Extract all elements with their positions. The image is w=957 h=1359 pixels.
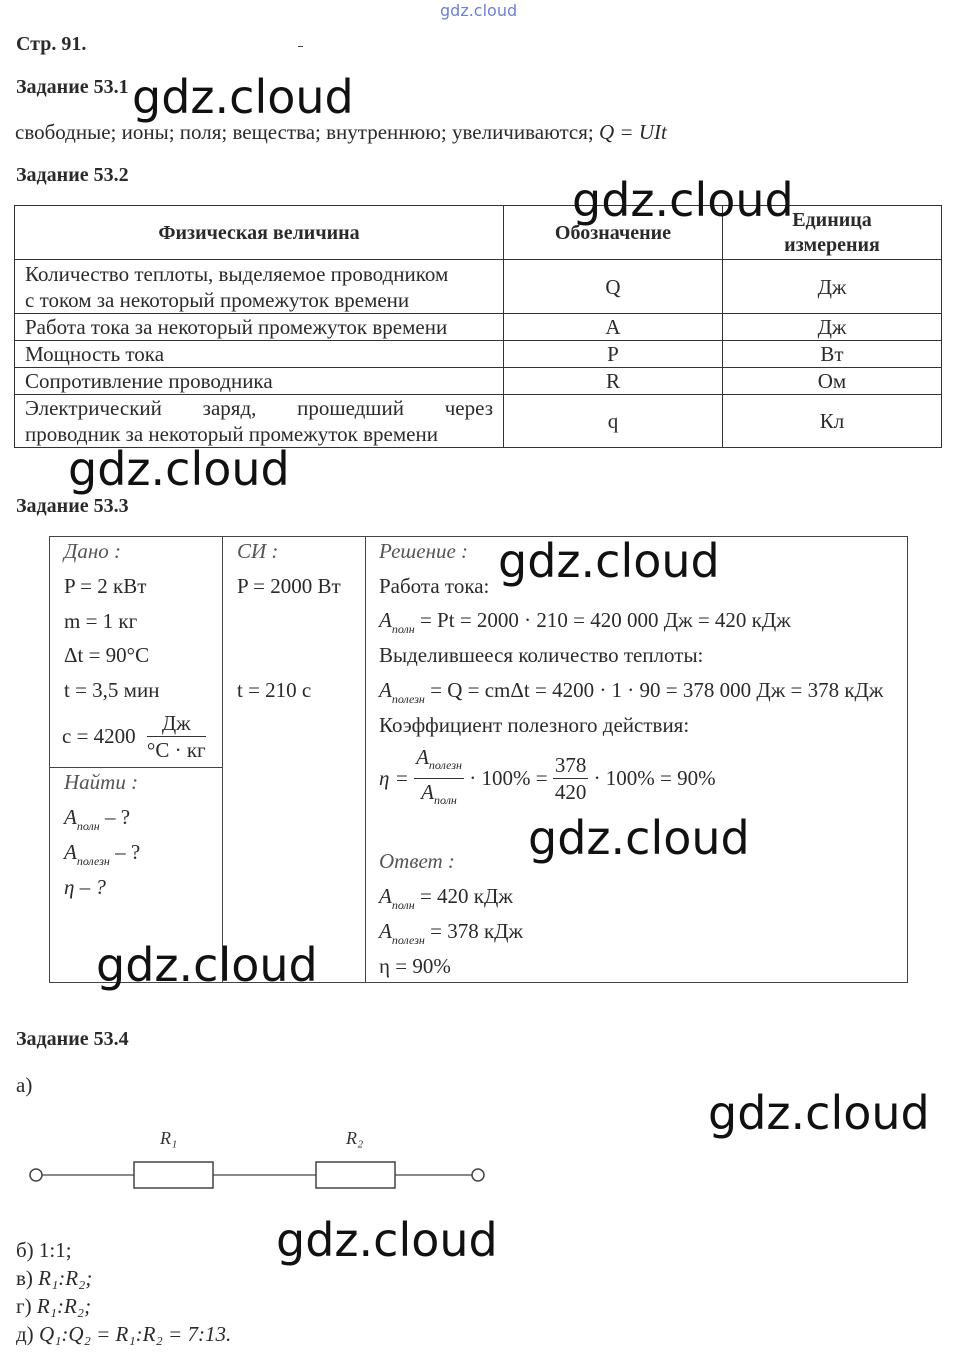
efficiency-formula <box>379 744 716 813</box>
solution-step2-rest: = Pt = 2000 · 210 = 420 000 Дж = 420 кДж <box>419 608 791 632</box>
answer-eta: η = 90% <box>379 954 451 978</box>
si-time: t = 210 с <box>237 678 312 702</box>
header-quantity: Физическая величина <box>15 206 504 260</box>
given-dt: Δt = 90°C <box>64 643 150 667</box>
frac2-num: 378 <box>554 753 587 777</box>
task4-v-label: в) <box>16 1266 33 1290</box>
table-row <box>15 341 942 368</box>
divider-given-si <box>222 536 223 982</box>
task4-b: б) 1:1; <box>16 1238 72 1262</box>
quantities-table <box>14 205 942 448</box>
table-row <box>15 260 942 314</box>
task4-d <box>16 1322 231 1347</box>
a-sub: полезн <box>391 692 425 706</box>
row-unit: Дж <box>723 314 942 341</box>
watermark: gdz.cloud <box>708 1086 930 1140</box>
solution-step2 <box>379 608 791 637</box>
page-label: Стр. 91. <box>16 33 87 55</box>
watermark: gdz.cloud <box>572 173 794 227</box>
solution-step1: Работа тока: <box>379 574 490 598</box>
row-quantity-line2: с током за некоторый промежуток времени <box>25 287 410 312</box>
task4-g <box>16 1294 91 1319</box>
solution-step3: Выделившееся количество теплоты: <box>379 643 704 667</box>
task1-title: Задание 53.1 <box>16 76 129 98</box>
row-unit: Ом <box>723 368 942 395</box>
a-sub: полн <box>391 622 415 636</box>
circuit-diagram <box>20 1120 500 1200</box>
header-symbol: Обозначение <box>504 206 723 260</box>
find-eta: η – ? <box>64 875 106 899</box>
answer-a-full <box>379 884 513 913</box>
find-a-sub: полн <box>76 819 100 833</box>
a-symbol: A <box>379 884 392 908</box>
si-power: P = 2000 Вт <box>237 574 341 598</box>
task4-a-label: а) <box>16 1073 33 1097</box>
divider-si-solution <box>365 536 366 982</box>
row-symbol: q <box>504 395 723 448</box>
a-symbol: A <box>379 608 392 632</box>
given-c-fraction <box>147 710 206 763</box>
row-unit: Вт <box>723 341 942 368</box>
a-symbol: A <box>416 745 429 769</box>
row-quantity: Сопротивление проводника <box>15 368 504 395</box>
a-symbol: A <box>379 678 392 702</box>
eta-eq: η = <box>379 766 409 790</box>
task1-answer <box>15 120 667 145</box>
answer-a-full-value: = 420 кДж <box>419 884 513 908</box>
row-quantity-line1: Количество теплоты, выделяемое проводником <box>25 261 449 286</box>
find-a-full <box>64 805 130 834</box>
find-a-suffix: – ? <box>115 840 141 864</box>
task4-g-label: г) <box>16 1294 32 1318</box>
table-row <box>15 395 942 448</box>
row-symbol: A <box>504 314 723 341</box>
efficiency-fraction2 <box>553 752 589 805</box>
task4-d-label: д) <box>16 1322 34 1346</box>
row-quantity: Работа тока за некоторый промежуток времени <box>15 314 504 341</box>
header-unit-line1: Единица <box>792 209 872 231</box>
stray-mark <box>298 46 303 47</box>
a-symbol: A <box>421 780 434 804</box>
find-a-sub: полезн <box>76 854 110 868</box>
answer-a-useful-value: = 378 кДж <box>430 919 524 943</box>
solution-label: Решение : <box>379 539 469 563</box>
solution-step5: Коэффициент полезного действия: <box>379 713 690 737</box>
find-a-suffix: – ? <box>104 805 131 829</box>
table-row <box>15 314 942 341</box>
divider-given-find <box>49 767 222 768</box>
task1-answer-text: свободные; ионы; поля; вещества; внутреннюю; увеличиваются; <box>15 120 594 144</box>
resistor-r1 <box>134 1162 213 1188</box>
terminal-right <box>472 1169 484 1181</box>
table-row <box>15 368 942 395</box>
given-c-den: °С · кг <box>146 738 206 762</box>
task4-g-value: R₁:R₂; <box>36 1294 92 1318</box>
solution-step4 <box>379 678 883 707</box>
watermark: gdz.cloud <box>498 534 720 588</box>
given-mass: m = 1 кг <box>64 609 138 633</box>
watermark-top: gdz.cloud <box>440 1 518 20</box>
watermark: gdz.cloud <box>528 811 750 865</box>
frac2-den: 420 <box>554 780 587 804</box>
a-symbol: A <box>379 919 392 943</box>
a-sub: полезн <box>391 933 425 947</box>
row-quantity-line1: Электрический заряд, прошедший через <box>25 396 493 420</box>
row-symbol: Q <box>504 260 723 314</box>
given-c-num: Дж <box>147 710 206 737</box>
row-symbol: R <box>504 368 723 395</box>
a-sub: полн <box>391 898 415 912</box>
task4-v-value: R₁:R₂; <box>38 1266 93 1290</box>
watermark: gdz.cloud <box>276 1213 498 1267</box>
frac1-num <box>414 744 464 779</box>
task3-title: Задание 53.3 <box>16 495 129 517</box>
given-c-left: c = 4200 <box>62 724 136 748</box>
find-a-symbol: A <box>64 805 77 829</box>
find-label: Найти : <box>64 770 139 794</box>
task4-d-value: Q₁:Q₂ = R₁:R₂ = 7:13. <box>38 1322 232 1346</box>
row-quantity: Мощность тока <box>15 341 504 368</box>
label-r2: R₂ <box>346 1128 364 1148</box>
a-sub: полн <box>434 793 457 807</box>
a-sub: полезн <box>428 758 462 772</box>
task4-v <box>16 1266 92 1291</box>
table-header-row <box>15 206 942 260</box>
given-time: t = 3,5 мин <box>64 678 160 702</box>
task1-formula: Q = UIt <box>598 120 667 144</box>
given-power: P = 2 кВт <box>64 574 147 598</box>
watermark: gdz.cloud <box>132 70 354 124</box>
efficiency-fraction1 <box>414 744 464 813</box>
frac-mid: · 100% = <box>469 766 548 790</box>
resistor-r2 <box>316 1162 395 1188</box>
frac1-den <box>414 779 464 813</box>
header-unit-line2: измерения <box>784 234 880 256</box>
terminal-left <box>30 1169 42 1181</box>
solution-step4-rest: = Q = cmΔt = 4200 · 1 · 90 = 378 000 Дж = 378 кДж <box>430 678 884 702</box>
watermark: gdz.cloud <box>68 442 290 496</box>
row-unit: Дж <box>723 260 942 314</box>
row-quantity <box>15 395 504 448</box>
si-label: СИ : <box>237 539 279 563</box>
task2-title: Задание 53.2 <box>16 164 129 186</box>
row-unit: Кл <box>723 395 942 448</box>
label-r1: R₁ <box>160 1128 178 1148</box>
row-quantity-line2: проводник за некоторый промежуток времени <box>25 422 438 446</box>
row-quantity <box>15 260 504 314</box>
answer-label: Ответ : <box>379 849 455 873</box>
answer-a-useful <box>379 919 523 948</box>
given-label: Дано : <box>64 539 122 563</box>
given-c <box>62 710 206 763</box>
find-a-useful <box>64 840 140 869</box>
row-symbol: P <box>504 341 723 368</box>
task4-title: Задание 53.4 <box>16 1028 129 1050</box>
watermark: gdz.cloud <box>96 938 318 992</box>
eta-end: · 100% = 90% <box>593 766 716 790</box>
find-a-symbol: A <box>64 840 77 864</box>
